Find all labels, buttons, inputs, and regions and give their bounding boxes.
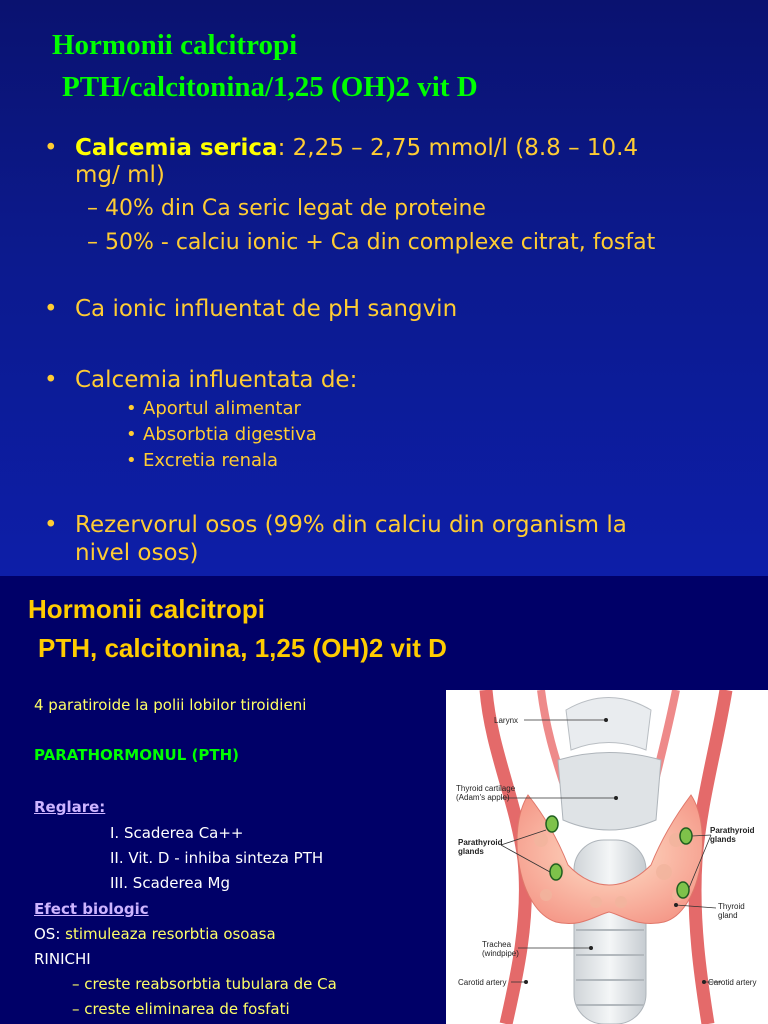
slide-2: [0, 576, 768, 1024]
reglare-item-2: II. Vit. D - inhiba sinteza PTH: [110, 849, 324, 867]
label-carotid-left: Carotid artery: [458, 978, 507, 987]
label-glands-left: glands: [458, 847, 484, 856]
bullet4-line1: Rezervorul osos (99% din calciu din organism la: [75, 512, 627, 538]
label-adams-apple: (Adam's apple): [456, 793, 510, 802]
slide1-title-line1: Hormonii calcitropi: [52, 29, 298, 61]
label-parathyroid-right: Parathyroid: [710, 826, 755, 835]
label-thyroid-cartilage: Thyroid cartilage: [456, 784, 516, 793]
thyroid-anatomy-illustration: [446, 690, 768, 1024]
bullet2: Ca ionic influentat de pH sangvin: [75, 296, 458, 322]
sub-dot: •: [126, 398, 137, 419]
rinichi-label: RINICHI: [34, 950, 91, 968]
label-carotid-right: Carotid artery: [708, 978, 757, 987]
bullet-dot: •: [44, 135, 58, 161]
efect-heading: Efect biologic: [34, 900, 149, 918]
sub-item-3: Excretia renala: [143, 450, 279, 471]
slide1-title-line2: PTH/calcitonina/1,25 (OH)2 vit D: [62, 71, 478, 103]
label-windpipe: (windpipe): [482, 949, 519, 958]
bullet3: Calcemia influentata de:: [75, 367, 358, 393]
dash-item-2: – 50% - calciu ionic + Ca din complexe citrat, fosfat: [87, 230, 656, 255]
pth-heading: PARATHORMONUL (PTH): [34, 746, 239, 764]
rinichi-item-2: – creste eliminarea de fosfati: [72, 1000, 290, 1018]
rinichi-item-1: – creste reabsorbtia tubulara de Ca: [72, 975, 337, 993]
bullet-dot: •: [44, 296, 58, 322]
os-label: OS:: [34, 925, 61, 943]
reglare-item-3: III. Scaderea Mg: [110, 874, 231, 892]
bullet1-label: Calcemia serica: [75, 135, 278, 161]
os-text: stimuleaza resorbtia osoasa: [60, 925, 276, 943]
reglare-item-1: I. Scaderea Ca++: [110, 824, 244, 842]
bullet1-line2: mg/ ml): [75, 162, 165, 188]
label-larynx: Larynx: [494, 716, 519, 725]
sub-item-1: Aportul alimentar: [143, 398, 301, 419]
slide2-title-line1: Hormonii calcitropi: [28, 594, 265, 624]
bullet-dot: •: [44, 367, 58, 393]
sub-dot: •: [126, 424, 137, 445]
bullet1-line1: [75, 135, 638, 161]
label-trachea: Trachea: [482, 940, 512, 949]
bullet4-line2: nivel osos): [75, 540, 199, 566]
label-gland: gland: [718, 911, 738, 920]
os-line: [34, 925, 276, 944]
paratiroide-line: 4 paratiroide la polii lobilor tiroidieni: [34, 696, 307, 714]
dash-item-1: – 40% din Ca seric legat de proteine: [87, 196, 486, 221]
reglare-heading: Reglare:: [34, 798, 106, 816]
sub-dot: •: [126, 450, 137, 471]
sub-item-2: Absorbtia digestiva: [143, 424, 317, 445]
bullet-dot: •: [44, 512, 58, 538]
label-glands-right: glands: [710, 835, 736, 844]
slide2-title-line2: PTH, calcitonina, 1,25 (OH)2 vit D: [38, 633, 447, 663]
thyroid-anatomy-figure: [446, 690, 768, 1024]
label-parathyroid-left: Parathyroid: [458, 838, 503, 847]
label-thyroid: Thyroid: [718, 902, 745, 911]
bullet1-rest: : 2,25 – 2,75 mmol/l (8.8 – 10.4: [277, 135, 639, 161]
